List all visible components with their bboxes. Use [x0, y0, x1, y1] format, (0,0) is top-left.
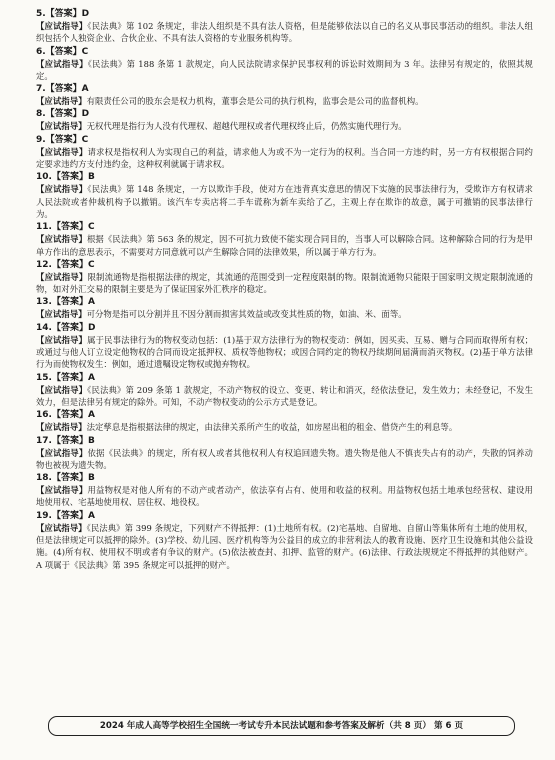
guide-tag: 【应试指导】 — [36, 384, 88, 395]
answer-entry-8 — [26, 108, 533, 132]
answer-entry-5 — [26, 8, 533, 45]
guide-text: 《民法典》第 399 条规定，下列财产不得抵押：(1)土地所有权。(2)宅基地、自留地、自留山等集体所有土地的使用权，但是法律规定可以抵押的除外。(3)学校、幼儿园、医疗机构等为公益目的成立的非营利法人的教育设施、医疗卫生设施和其他公益设施。(4)所有权、使用权不明或者有争议的财产。(5)依法被查封、扣押、监管的财产。(6)法律、行政法规规定不得抵押的其他财产。A 项属于《民法典》第 395 条规定可以抵押的财产。 — [36, 522, 533, 570]
guide-tag: 【应试指导】 — [36, 271, 88, 282]
answer-label: 16.【答案】A — [36, 410, 95, 421]
guide-text: 《民法典》第 188 条第 1 款规定，向人民法院请求保护民事权利的诉讼时效期间为 3 年。法律另有规定的，依照其规定。 — [36, 58, 533, 81]
guide-tag: 【应试指导】 — [36, 121, 87, 132]
answer-entry-10 — [26, 171, 533, 220]
guide-tag: 【应试指导】 — [36, 309, 87, 320]
answer-label: 10.【答案】B — [36, 172, 95, 183]
guide-paragraph — [36, 20, 533, 45]
answer-label: 9.【答案】C — [36, 134, 89, 145]
answer-entry-13 — [26, 296, 533, 320]
guide-paragraph — [36, 271, 533, 296]
guide-paragraph — [36, 233, 533, 258]
guide-tag: 【应试指导】 — [36, 334, 88, 345]
answer-label: 15.【答案】A — [36, 372, 95, 383]
guide-paragraph — [36, 120, 533, 132]
answer-entry-9 — [26, 134, 533, 171]
guide-paragraph — [36, 183, 533, 220]
guide-text: 《民法典》第 102 条规定，非法人组织是不具有法人资格，但是能够依法以自己的名义从事民事活动的组织。非法人组织包括个人独资企业、合伙企业、不具有法人资格的专业服务机构等。 — [36, 21, 533, 44]
guide-paragraph — [36, 484, 533, 509]
guide-text: 依据《民法典》的规定，所有权人或者其他权利人有权追回遗失物。遗失物是他人不慎丧失占有的动产，失散的饲养动物也被视为遗失物。 — [36, 447, 533, 470]
guide-paragraph — [36, 384, 533, 409]
guide-text: 可分物是指可以分割并且不因分割而损害其效益或改变其性质的物，如油、米、面等。 — [86, 309, 407, 320]
answer-entry-14 — [26, 322, 533, 371]
guide-text: 用益物权是对他人所有的不动产或者动产，依法享有占有、使用和收益的权利。用益物权包括土地承包经营权、建设用地使用权、宅基地使用权、居住权、地役权。 — [36, 485, 533, 508]
guide-paragraph — [36, 308, 533, 320]
guide-text: 《民法典》第 148 条规定，一方以欺诈手段，使对方在违背真实意思的情况下实施的民事法律行为，受欺诈方有权请求人民法院或者仲裁机构予以撤销。该汽车专卖店将二手车谎称为新车卖给了乙，主观上存在欺诈的故意，属于可撤销的民事法律行为。 — [36, 184, 533, 219]
guide-paragraph — [36, 522, 533, 571]
answer-entry-18 — [26, 472, 533, 509]
answer-label: 12.【答案】C — [36, 259, 95, 270]
guide-paragraph — [36, 334, 533, 371]
guide-tag: 【应试指导】 — [36, 422, 87, 433]
guide-text: 法定孳息是指根据法律的规定，由法律关系所产生的收益，如房屋出租的租金、借贷产生的利息等。 — [86, 422, 458, 433]
guide-text: 属于民事法律行为的物权变动包括：(1)基于双方法律行为的物权变动：例如，因买卖、互易、赠与合同而取得所有权；或通过与他人订立设定他物权的合同而设定抵押权、质权等他物权；或因合同约定的物权丹续期间届满而消灭物权。(2)基于单方法律行为而使物权发生：例如，通过遗嘱设定物权或抛弃物权。 — [36, 334, 533, 370]
guide-paragraph — [36, 146, 533, 171]
answer-label: 6.【答案】C — [36, 46, 89, 57]
guide-tag: 【应试指导】 — [36, 447, 88, 458]
answer-label: 14.【答案】D — [36, 322, 96, 333]
answer-label: 18.【答案】B — [36, 473, 95, 484]
answer-entry-6 — [26, 46, 533, 83]
answer-list — [26, 8, 533, 571]
page-footer: 2024 年成人高等学校招生全国统一考试专升本民法试题和参考答案及解析（共 8 页） 第 6 页 — [48, 716, 515, 736]
answer-label: 19.【答案】A — [36, 510, 95, 521]
guide-text: 《民法典》第 209 条第 1 款规定，不动产物权的设立、变更、转让和消灭，经依法登记，发生效力；未经登记，不发生效力，但是法律另有规定的除外。可知，不动产物权变动的公示方式是登记。 — [36, 384, 533, 407]
answer-label: 11.【答案】C — [36, 222, 95, 233]
answer-label: 8.【答案】D — [36, 109, 90, 120]
guide-tag: 【应试指导】 — [36, 234, 87, 245]
guide-tag: 【应试指导】 — [36, 96, 87, 107]
guide-text: 请求权是指权利人为实现自己的利益，请求他人为或不为一定行为的权利。当合同一方违约时，另一方有权根据合同约定要求违约方支付违约金，这种权利就属于请求权。 — [36, 146, 533, 170]
guide-text: 根据《民法典》第 563 条的规定，因不可抗力致使不能实现合同目的，当事人可以解除合同。这种解除合同的行为是甲单方作出的意思表示，不需要对方同意就可以产生解除合同的法律效果，所以属于单方行为。 — [36, 234, 533, 257]
guide-tag: 【应试指导】 — [36, 522, 87, 533]
answer-label: 7.【答案】A — [36, 84, 89, 95]
guide-tag: 【应试指导】 — [36, 184, 88, 195]
answer-entry-19 — [26, 510, 533, 571]
answer-entry-16 — [26, 409, 533, 433]
answer-entry-15 — [26, 372, 533, 409]
answer-entry-12 — [26, 259, 533, 296]
answer-entry-17 — [26, 435, 533, 472]
guide-tag: 【应试指导】 — [36, 146, 88, 157]
guide-text: 有限责任公司的股东会是权力机构，董事会是公司的执行机构，监事会是公司的监督机构。 — [86, 96, 424, 107]
guide-paragraph — [36, 447, 533, 472]
guide-tag: 【应试指导】 — [36, 21, 88, 31]
guide-paragraph — [36, 95, 533, 107]
guide-text: 无权代理是指行为人没有代理权、超越代理权或者代理权终止后，仍然实施代理行为。 — [86, 121, 407, 132]
guide-text: 限制流通物是指根据法律的规定，其流通的范围受到一定程度限制的物。限制流通物只能限于国家明文规定限制流通的物，如对外汇交易的限制主要是为了保证国家外汇秩序的稳定。 — [36, 271, 533, 295]
answer-label: 5.【答案】D — [36, 9, 90, 19]
guide-paragraph — [36, 58, 533, 83]
guide-paragraph — [36, 421, 533, 433]
guide-tag: 【应试指导】 — [36, 485, 88, 496]
answer-entry-11 — [26, 221, 533, 258]
guide-tag: 【应试指导】 — [36, 58, 88, 69]
answer-label: 17.【答案】B — [36, 435, 95, 446]
answer-entry-7 — [26, 83, 533, 107]
answer-label: 13.【答案】A — [36, 297, 95, 308]
